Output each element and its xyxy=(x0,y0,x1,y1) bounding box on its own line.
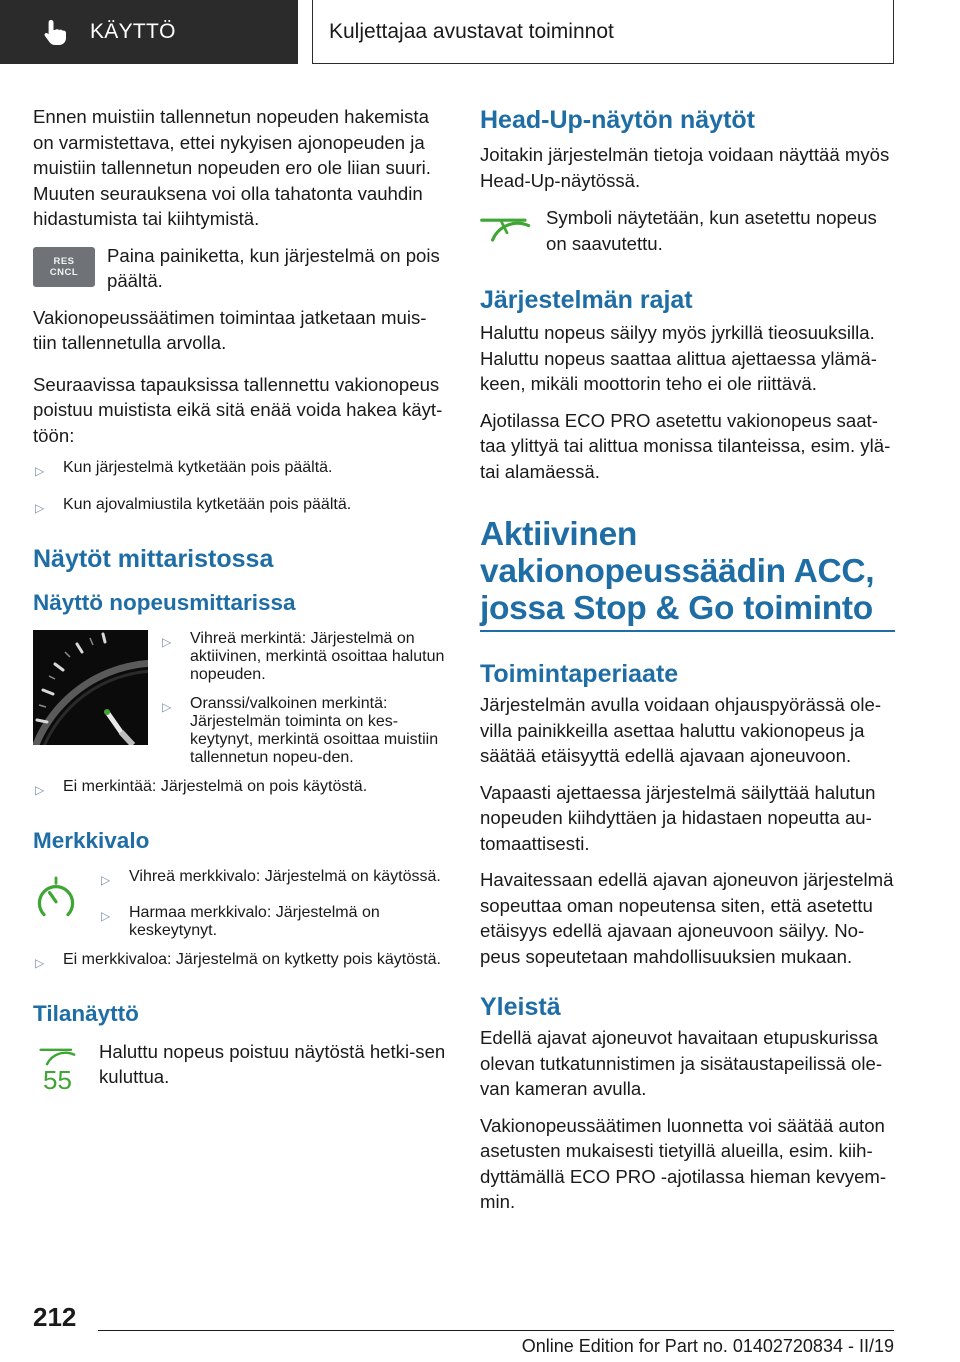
heading-principle: Toimintaperiaate xyxy=(480,660,679,688)
list-item-text: Ei merkintää: Järjestelmä on pois käytöstä. xyxy=(63,778,368,795)
heading-acc: Aktiivinen vakionopeussäädin ACC, jossa Stop & Go toiminto xyxy=(480,516,875,627)
paragraph: Joitakin järjestelmän tietoja voidaan näyttää myös Head-Up-näytössä. xyxy=(480,144,890,191)
chapter-title: Kuljettajaa avustavat toiminnot xyxy=(329,19,614,43)
list-item xyxy=(160,630,448,684)
status-row xyxy=(33,1039,448,1099)
triangle-bullet-icon: ▷ xyxy=(101,909,111,923)
edition-text: Online Edition for Part no. 01402720834 - II/19 xyxy=(521,1336,894,1356)
section-tab xyxy=(0,0,298,64)
indicator-lamp xyxy=(33,868,99,927)
list-item xyxy=(99,904,448,940)
list-item-text: Vihreä merkintä: Järjestelmä on aktiivinen, merkintä osoittaa halutun nopeuden. xyxy=(190,630,445,683)
res-cncl-button-icon xyxy=(33,247,95,287)
section-title: KÄYTTÖ xyxy=(90,20,176,43)
hud-symbol xyxy=(480,205,546,254)
res-button-text: Paina painiketta, kun järjestelmä on pois päältä. xyxy=(107,244,440,291)
triangle-bullet-icon: ▷ xyxy=(35,464,45,478)
list-item-text: Oranssi/valkoinen merkintä: Järjestelmän toiminta on kes-keytynyt, merkintä osoittaa muistiin tallennetun nopeu-den. xyxy=(190,695,439,766)
paragraph: Edellä ajavat ajoneuvot havaitaan etupuskurissa olevan tutkatunnistimen ja sisätaustapeilissä ole-van kameran avulla. xyxy=(480,1027,883,1099)
list-item-text: Ei merkkivaloa: Järjestelmä on kytketty pois käytöstä. xyxy=(63,951,441,968)
chapter-tab xyxy=(312,0,894,64)
heading-status: Tilanäyttö xyxy=(33,1000,139,1026)
footer-rule xyxy=(98,1330,894,1331)
paragraph: Havaitessaan edellä ajavan ajoneuvon järjestelmä sopeuttaa oman nopeutensa siten, että asetettu etäisyys edellä ajavaan ajoneuvoon säilyy. No-peus sopeutetaan mahdollisuuksien mukaan. xyxy=(480,869,894,967)
triangle-bullet-icon: ▷ xyxy=(35,956,45,970)
heading-speedometer: Näyttö nopeusmittarissa xyxy=(33,590,296,615)
heading-limits: Järjestelmän rajat xyxy=(480,286,693,314)
res-button-row xyxy=(33,243,448,294)
speedometer-dial-icon xyxy=(33,630,148,745)
speedometer-row xyxy=(33,630,448,767)
triangle-bullet-icon: ▷ xyxy=(162,700,172,714)
status-text: Haluttu nopeus poistuu näytöstä hetki-sen kuluttua. xyxy=(99,1040,446,1087)
speedometer-image xyxy=(33,630,148,745)
paragraph: Vakionopeussäätimen luonnetta voi säätää auton asetusten mukaisesti tietyillä alueilla, esim. kiih-dyttämällä ECO PRO -ajotilassa hieman kevyem-min. xyxy=(480,1114,887,1212)
list-item xyxy=(33,459,448,485)
res-label: RES xyxy=(53,255,75,267)
paragraph: Haluttu nopeus säilyy myös jyrkillä tieosuuksilla. Haluttu nopeus saattaa alittua ajettaessa ylämä-keen, mikäli moottorin teho ei ole riittävä. xyxy=(480,322,877,394)
list-item-text: Vihreä merkkivalo: Järjestelmä on käytössä. xyxy=(129,867,441,885)
list-item xyxy=(33,778,448,804)
paragraph: Vakionopeussäätimen toimintaa jatketaan muis-tiin tallennetulla arvolla. xyxy=(33,306,427,353)
heading-hud: Head-Up-näytön näytöt xyxy=(480,106,755,134)
right-column xyxy=(480,104,895,1215)
left-column xyxy=(33,104,448,1099)
list-item-text: Kun järjestelmä kytketään pois päältä. xyxy=(63,459,333,476)
heading-indicator: Merkkivalo xyxy=(33,827,150,853)
indicator-row xyxy=(33,868,448,941)
triangle-bullet-icon: ▷ xyxy=(35,500,45,515)
paragraph: Järjestelmän avulla voidaan ohjauspyörässä ole-villa painikkeilla asettaa haluttu vakionopeus ja säätää etäisyyttä edellä ajavaan ajoneuvoon. xyxy=(480,694,882,766)
hud-symbol-text: Symboli näytetään, kun asetettu nopeus on saavutettu. xyxy=(546,207,877,254)
list-item xyxy=(160,695,448,767)
list-item xyxy=(33,496,448,522)
page-number: 212 xyxy=(33,1302,77,1332)
triangle-bullet-icon: ▷ xyxy=(35,783,45,797)
list-item-text: Kun ajovalmiustila kytketään pois päältä. xyxy=(63,495,352,513)
cruise-indicator-icon xyxy=(33,876,79,922)
paragraph: Vapaasti ajettaessa järjestelmä säilyttää halutun nopeuden kiihdyttäen ja hidastaen nopeutta au-tomaattisesti. xyxy=(480,781,876,854)
heading-general: Yleistä xyxy=(480,993,561,1021)
paragraph: Ajotilassa ECO PRO asetettu vakionopeus saat-taa ylittyä tai alittua monissa tilanteissa, esim. ylä- tai alamäessä. xyxy=(480,409,891,482)
paragraph: Ennen muistiin tallennetun nopeuden hakemista on varmistettava, ettei nykyisen ajonopeuden ja muistiin tallennetun nopeuden ero ole liian suuri. Muuten seurauksena voi olla tahatonta vauhdin hidastumista tai kiihtymistä. xyxy=(33,106,431,229)
status-display xyxy=(33,1039,99,1099)
list-item-text: Harmaa merkkivalo: Järjestelmä on keskeytynyt. xyxy=(129,904,380,939)
triangle-bullet-icon: ▷ xyxy=(162,635,172,649)
heading-displays: Näytöt mittaristossa xyxy=(33,545,274,573)
list-item xyxy=(99,868,448,894)
speed-reached-icon xyxy=(480,213,534,249)
status-speed-value: 55 xyxy=(43,1064,72,1095)
hud-symbol-row xyxy=(480,205,895,256)
triangle-bullet-icon: ▷ xyxy=(101,872,111,887)
list-item xyxy=(33,951,448,977)
cncl-label: CNCL xyxy=(49,266,79,278)
paragraph: Seuraavissa tapauksissa tallennettu vakionopeus poistuu muistista eikä sitä enää voida hakea käyt-töön: xyxy=(33,373,443,446)
hand-pointer-icon xyxy=(40,17,70,47)
